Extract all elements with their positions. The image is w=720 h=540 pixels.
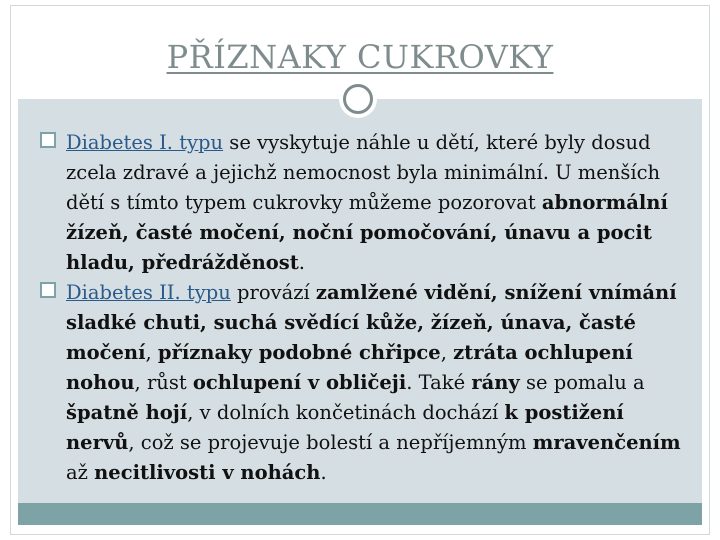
text-segment: , <box>145 341 158 364</box>
text-segment: až <box>66 461 95 484</box>
bullet-list <box>40 128 690 488</box>
text-segment: , což se projevuje bolestí a nepříjemným <box>128 431 533 454</box>
bold-text-segment: abnormální žízeň, časté močení, noční pomočování, únavu a pocit hladu, předrážděnost <box>66 191 668 274</box>
bold-text-segment: příznaky podobné chřipce <box>157 341 441 364</box>
text-segment: se pomalu a <box>519 371 645 394</box>
bullet-item-diabetes-1 <box>40 128 690 278</box>
bullet-heading: Diabetes II. typu <box>66 281 231 304</box>
text-segment: . Také <box>406 371 472 394</box>
bold-text-segment: ztráta ochlupení nohou <box>66 341 633 394</box>
bold-text-segment: rány <box>471 371 520 394</box>
bold-text-segment: špatně hojí <box>66 401 188 424</box>
bold-text-segment: zamlžené vidění, snížení vnímání sladké chuti, suchá svědící kůže, žízeň, únava, časté močení <box>66 281 677 364</box>
footer-band <box>18 503 702 525</box>
bold-text-segment: k postižení nervů <box>66 401 624 454</box>
bullet-body <box>66 281 681 484</box>
bold-text-segment: mravenčením <box>532 431 681 454</box>
text-segment: , růst <box>134 371 193 394</box>
text-segment: provází <box>230 281 316 304</box>
text-segment: , v dolních končetinách dochází <box>187 401 505 424</box>
circle-ornament-icon <box>339 80 377 118</box>
text-segment: . <box>298 251 305 274</box>
bullet-item-diabetes-2 <box>40 278 690 488</box>
bold-text-segment: ochlupení v obličeji <box>192 371 407 394</box>
bold-text-segment: necitlivosti v nohách <box>94 461 321 484</box>
text-segment: se vyskytuje náhle u dětí, které byly dosud zcela zdravé a jejichž nemocnost byla minimální. U menších dětí s tímto typem cukrovky můžeme pozorovat <box>66 131 661 214</box>
square-bullet-icon <box>40 132 56 148</box>
text-segment: . <box>320 461 327 484</box>
bullet-heading: Diabetes I. typu <box>66 131 224 154</box>
square-bullet-icon <box>40 282 56 298</box>
slide-title: PŘÍZNAKY CUKROVKY <box>166 38 554 76</box>
text-segment: , <box>440 341 454 364</box>
